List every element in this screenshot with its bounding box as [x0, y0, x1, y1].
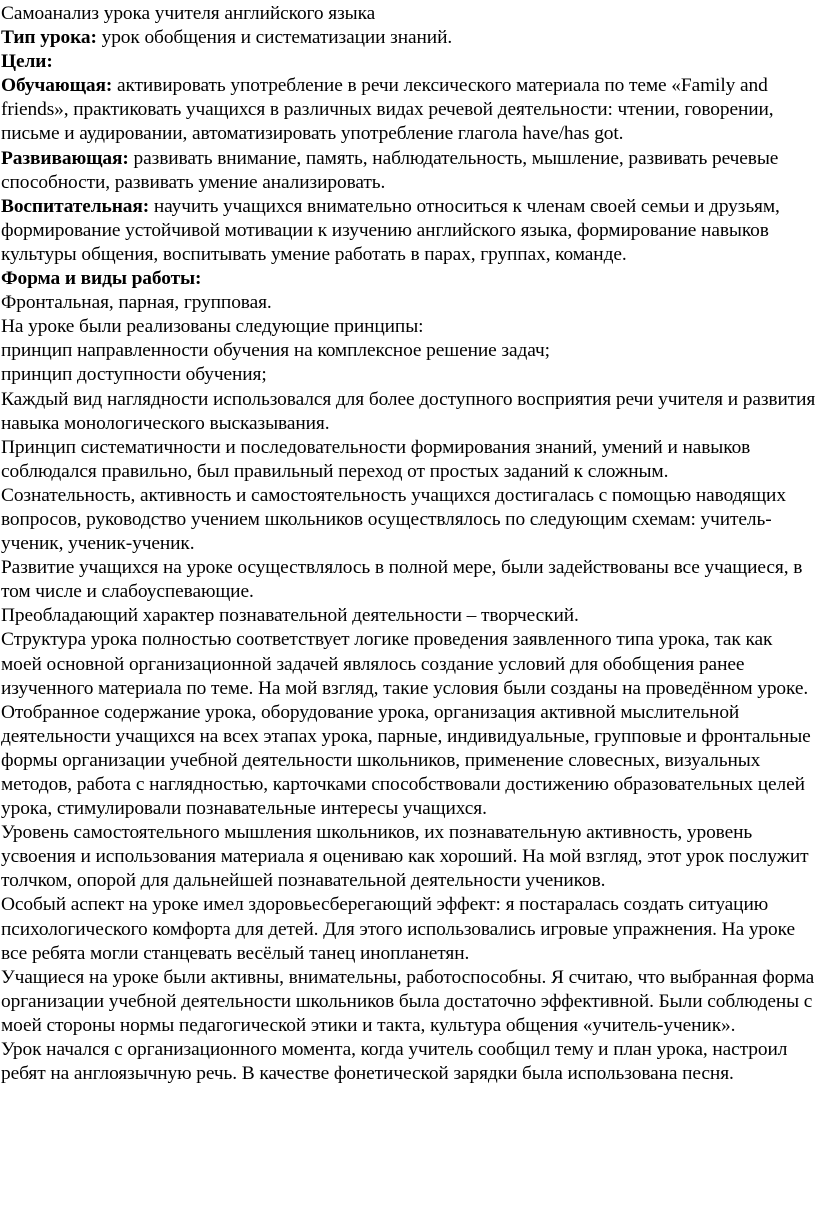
- paragraph: Учащиеся на уроке были активны, внимательны, работоспособны. Я считаю, что выбранная форма организации учебной деятельности школьников была достаточно эффективной. Были соблюдены с моей стороны нормы педагогической этики и такта, культура общения «учитель-ученик».: [1, 966, 815, 1036]
- goal-developing-label: Развивающая:: [1, 147, 129, 169]
- paragraph: Принцип систематичности и последовательности формирования знаний, умений и навыков соблюдался правильно, был правильный переход от простых заданий к сложным.: [1, 436, 751, 482]
- goal-educational: [1, 195, 816, 267]
- paragraph: Отобранное содержание урока, оборудование урока, организация активной мыслительной деятельности учащихся на всех этапах урока, парные, индивидуальные, групповые и фронтальные формы организации учебной деятельности школьников, применение словесных, визуальных методов, работа с наглядностью, карточками способствовали достижению образовательных целей урока, стимулировали познавательные интересы учащихся.: [1, 701, 811, 820]
- lesson-type-text: урок обобщения и систематизации знаний.: [96, 27, 453, 49]
- goal-developing-text: развивать внимание, память, наблюдательность, мышление, развивать речевые способности, развивать умение анализировать.: [1, 147, 779, 193]
- forms-heading: Форма и виды работы:: [1, 268, 202, 290]
- paragraph: принцип направленности обучения на комплексное решение задач;: [1, 340, 550, 362]
- paragraph: Уровень самостоятельного мышления школьников, их познавательную активность, уровень усвоения и использования материала я оцениваю как хороший. На мой взгляд, этот урок послужит толчком, опорой для дальнейшей познавательной деятельности учеников.: [1, 822, 809, 892]
- lesson-type-label: Тип урока:: [1, 27, 97, 49]
- paragraph: На уроке были реализованы следующие принципы:: [1, 316, 424, 338]
- goal-teaching-text: активировать употребление в речи лексического материала по теме «Family and friends», практиковать учащихся в различных видах речевой деятельности: чтении, говорении, письме и аудировании, автоматизировать употребление глагола have/has got.: [1, 75, 774, 145]
- goal-developing: [1, 147, 816, 195]
- paragraph: Фронтальная, парная, групповая.: [1, 292, 272, 314]
- paragraph: Урок начался с организационного момента, когда учитель сообщил тему и план урока, настроил ребят на англоязычную речь. В качестве фонетической зарядки была использована песня.: [1, 1039, 788, 1085]
- goal-educational-label: Воспитательная:: [1, 195, 150, 217]
- paragraph: Структура урока полностью соответствует логике проведения заявленного типа урока, так как моей основной организационной задачей являлось создание условий для обобщения ранее изученного материала по теме. На мой взгляд, такие условия были созданы на проведённом уроке.: [1, 629, 809, 699]
- paragraph: Каждый вид наглядности использовался для более доступного восприятия речи учителя и развития навыка монологического высказывания.: [1, 388, 816, 434]
- paragraph: Сознательность, активность и самостоятельность учащихся достигалась с помощью наводящих вопросов, руководство учением школьников осуществлялось по следующим схемам: учитель-ученик, ученик-ученик.: [1, 484, 786, 555]
- goal-teaching: [1, 74, 816, 146]
- goal-educational-text: научить учащихся внимательно относиться к членам своей семьи и друзьям, формирование устойчивой мотивации к изучению английского языка, формирование навыков культуры общения, воспитывать умение работать в парах, группах, команде.: [1, 195, 780, 265]
- lesson-type: [1, 26, 816, 50]
- document-title: Самоанализ урока учителя английского языка: [1, 3, 376, 24]
- paragraph: принцип доступности обучения;: [1, 364, 267, 386]
- goals-heading: Цели:: [1, 51, 53, 73]
- paragraph: Преобладающий характер познавательной деятельности – творческий.: [1, 605, 579, 627]
- goal-teaching-label: Обучающая:: [1, 75, 113, 97]
- paragraph: Развитие учащихся на уроке осуществлялось в полной мере, были задействованы все учащиеся, в том числе и слабоуспевающие.: [1, 557, 803, 603]
- paragraph: Особый аспект на уроке имел здоровьесберегающий эффект: я постаралась создать ситуацию психологического комфорта для детей. Для этого использовались игровые упражнения. На уроке все ребята могли станцевать весёлый танец инопланетян.: [1, 894, 795, 964]
